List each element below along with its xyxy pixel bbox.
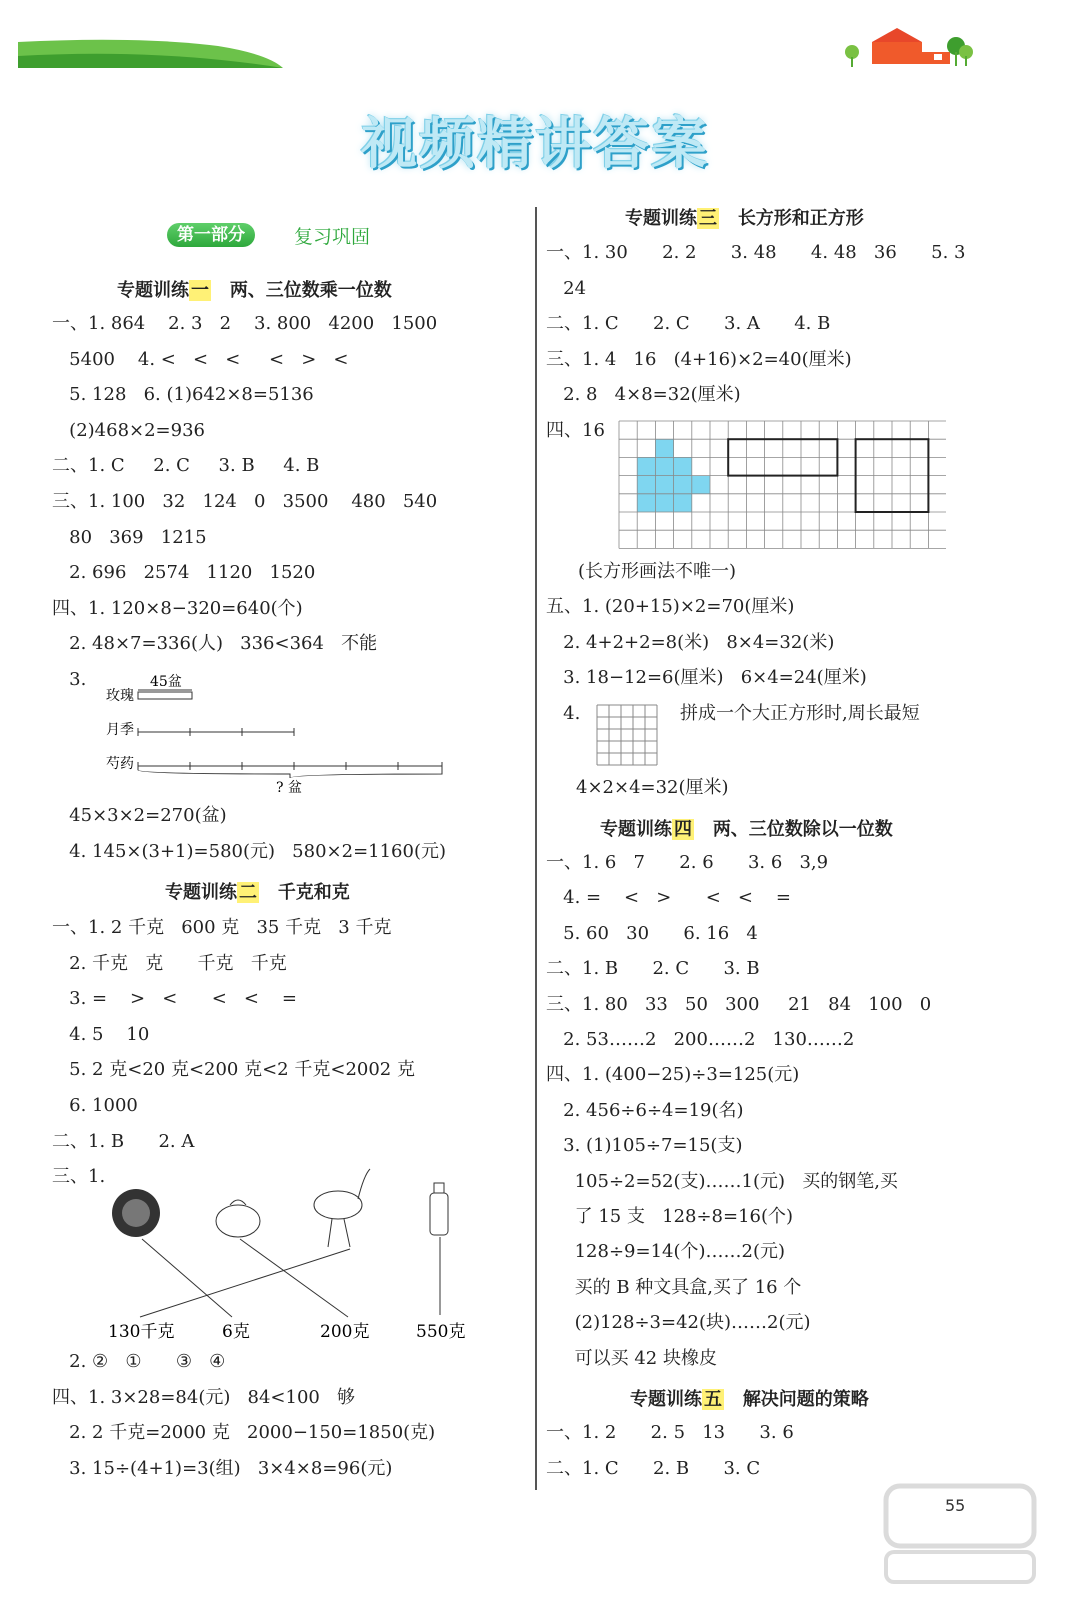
answer-line: 5. 2 克<20 克<200 克<2 千克<2002 克 [52, 1059, 415, 1081]
answer-line: 四、1. (400−25)÷3=125(元) [546, 1064, 800, 1086]
s3-q4-calc: 4×2×4=32(厘米) [576, 777, 729, 798]
answer-line: 可以买 42 块橡皮 [546, 1347, 717, 1369]
diagram-top-label: 45盆 [150, 674, 182, 690]
answer-line: 4. = < > < < = [546, 887, 791, 909]
diagram-question-label: ? 盆 [276, 780, 302, 796]
grid-filled-cell [674, 494, 692, 512]
grid-filled-cell [655, 457, 673, 475]
match-label-1: 130千克 [108, 1322, 175, 1342]
answer-line: 4. 145×(3+1)=580(元) 580×2=1160(元) [52, 840, 447, 862]
part-name: 复习巩固 [294, 226, 371, 248]
answer-line: 6. 1000 [52, 1095, 138, 1116]
answer-line: 二、1. B 2. A [52, 1130, 195, 1152]
answer-line: 一、1. 30 2. 2 3. 48 4. 48 36 5. 3 [546, 242, 966, 263]
grid-filled-cell [637, 457, 655, 475]
match-label-2: 6克 [222, 1322, 250, 1342]
section-heading-1: 专题训练 一 两、三位数乘一位数 [117, 280, 392, 301]
answer-line: 五、1. (20+15)×2=70(厘米) [546, 596, 795, 617]
diagram-label-yueji: 月季 [106, 722, 134, 738]
grid-filled-cell [637, 494, 655, 512]
water-bottle-picture [430, 1183, 448, 1235]
answer-line: 24 [546, 277, 587, 299]
page-number: 55 [945, 1496, 966, 1515]
grid-filled-cell [692, 476, 710, 494]
s3-q4-text: 拼成一个大正方形时,周长最短 [680, 703, 920, 724]
answer-line: 二、1. B 2. C 3. B [546, 958, 760, 980]
section-heading-2: 专题训练 二 千克和克 [165, 882, 350, 903]
grid-filled-cell [674, 476, 692, 494]
grid-filled-cell [674, 457, 692, 475]
answer-line: 3. 15÷(4+1)=3(组) 3×4×8=96(元) [52, 1457, 393, 1479]
grid-filled-cell [655, 476, 673, 494]
ostrich-picture [314, 1169, 370, 1247]
answer-line: 一、1. 2 2. 5 13 3. 6 [546, 1422, 794, 1443]
answer-line: 4. 5 10 [52, 1023, 150, 1045]
section-heading-3: 专题训练 三 长方形和正方形 [625, 208, 864, 229]
grid-filled-cell [655, 439, 673, 457]
answer-line: 了 15 支 128÷8=16(个) [546, 1206, 794, 1227]
answer-line: 二、1. C 2. C 3. A 4. B [546, 313, 831, 335]
answer-line: 2. ② ① ③ ④ [52, 1351, 226, 1372]
bar-diagram [100, 670, 450, 796]
answer-line: 2. 48×7=336(人) 336<364 不能 [52, 633, 378, 655]
column-divider [535, 207, 537, 1490]
part-badge: 第一部分 [167, 223, 255, 247]
green-hill-decoration [18, 38, 288, 70]
answer-line: 3. (1)105÷7=15(支) [546, 1135, 743, 1157]
section-3-note: (长方形画法不唯一) [578, 561, 737, 582]
answer-line: 128÷9=14(个)……2(元) [546, 1241, 786, 1263]
match-label-4: 550克 [416, 1322, 466, 1342]
answer-line: 三、1. 4 16 (4+16)×2=40(厘米) [546, 348, 852, 370]
answer-line: 3. = > < < < = [52, 988, 297, 1010]
peach-picture [216, 1205, 260, 1237]
answer-line: 4. [546, 702, 581, 724]
diagram-label-shaoyao: 芍药 [106, 756, 134, 772]
answer-line: 2. 696 2574 1120 1520 [52, 562, 316, 584]
house-trees-decoration [842, 24, 977, 72]
answer-line: 2. 4+2+2=8(米) 8×4=32(米) [546, 631, 835, 653]
small-grid-picture [596, 704, 658, 766]
diagram-label-rose: 玫瑰 [106, 688, 134, 704]
watermark-logo [880, 1478, 1040, 1588]
grid-drawing [618, 420, 946, 550]
answer-line: 5. 128 6. (1)642×8=5136 [52, 384, 314, 406]
answer-line: 3. 18−12=6(厘米) 6×4=24(厘米) [546, 667, 867, 689]
answer-line: 5. 60 30 6. 16 4 [546, 922, 758, 944]
answer-line: 2. 8 4×8=32(厘米) [546, 384, 741, 406]
answer-line: 80 369 1215 [52, 526, 207, 548]
section-heading-4: 专题训练 四 两、三位数除以一位数 [600, 819, 893, 840]
answer-line: 一、1. 864 2. 3 2 3. 800 4200 1500 [52, 313, 438, 334]
answer-line: 四、16 [546, 420, 605, 441]
answer-line: 2. 456÷6÷4=19(名) [546, 1099, 744, 1121]
matching-diagram [100, 1165, 480, 1345]
answer-line: 105÷2=52(支)……1(元) 买的钢笔,买 [546, 1170, 898, 1192]
answer-line: 45×3×2=270(盆) [52, 805, 227, 826]
section-heading-5: 专题训练 五 解决问题的策略 [630, 1389, 869, 1410]
answer-line: 2. 2 千克=2000 克 2000−150=1850(克) [52, 1422, 436, 1444]
answer-line: 三、1. 100 32 124 0 3500 480 540 [52, 491, 438, 512]
answer-line: 二、1. C 2. C 3. B 4. B [52, 455, 320, 477]
answer-line: 买的 B 种文具盒,买了 16 个 [546, 1276, 802, 1298]
grid-filled-cell [637, 476, 655, 494]
answer-line: 2. 千克 克 千克 千克 [52, 952, 287, 974]
answer-line: 3. [52, 669, 87, 690]
answer-line: 四、1. 120×8−320=640(个) [52, 597, 303, 619]
answer-line: 一、1. 6 7 2. 6 3. 6 3,9 [546, 852, 829, 873]
page-title: 视频精讲答案 [361, 112, 709, 177]
answer-line: 2. 53……2 200……2 130……2 [546, 1029, 855, 1050]
answer-line: 5400 4. < < < < > < [52, 348, 349, 370]
answer-line: (2)128÷3=42(块)……2(元) [546, 1312, 811, 1334]
match-label-3: 200克 [320, 1322, 370, 1342]
answer-line: 四、1. 3×28=84(元) 84<100 够 [52, 1386, 356, 1408]
grid-filled-cell [655, 494, 673, 512]
answer-line: 二、1. C 2. B 3. C [546, 1457, 761, 1479]
answer-line: 三、1. [52, 1166, 106, 1188]
answer-line: 一、1. 2 千克 600 克 35 千克 3 千克 [52, 917, 392, 938]
answer-line: 三、1. 80 33 50 300 21 84 100 0 [546, 993, 932, 1015]
answer-line: (2)468×2=936 [52, 419, 205, 441]
